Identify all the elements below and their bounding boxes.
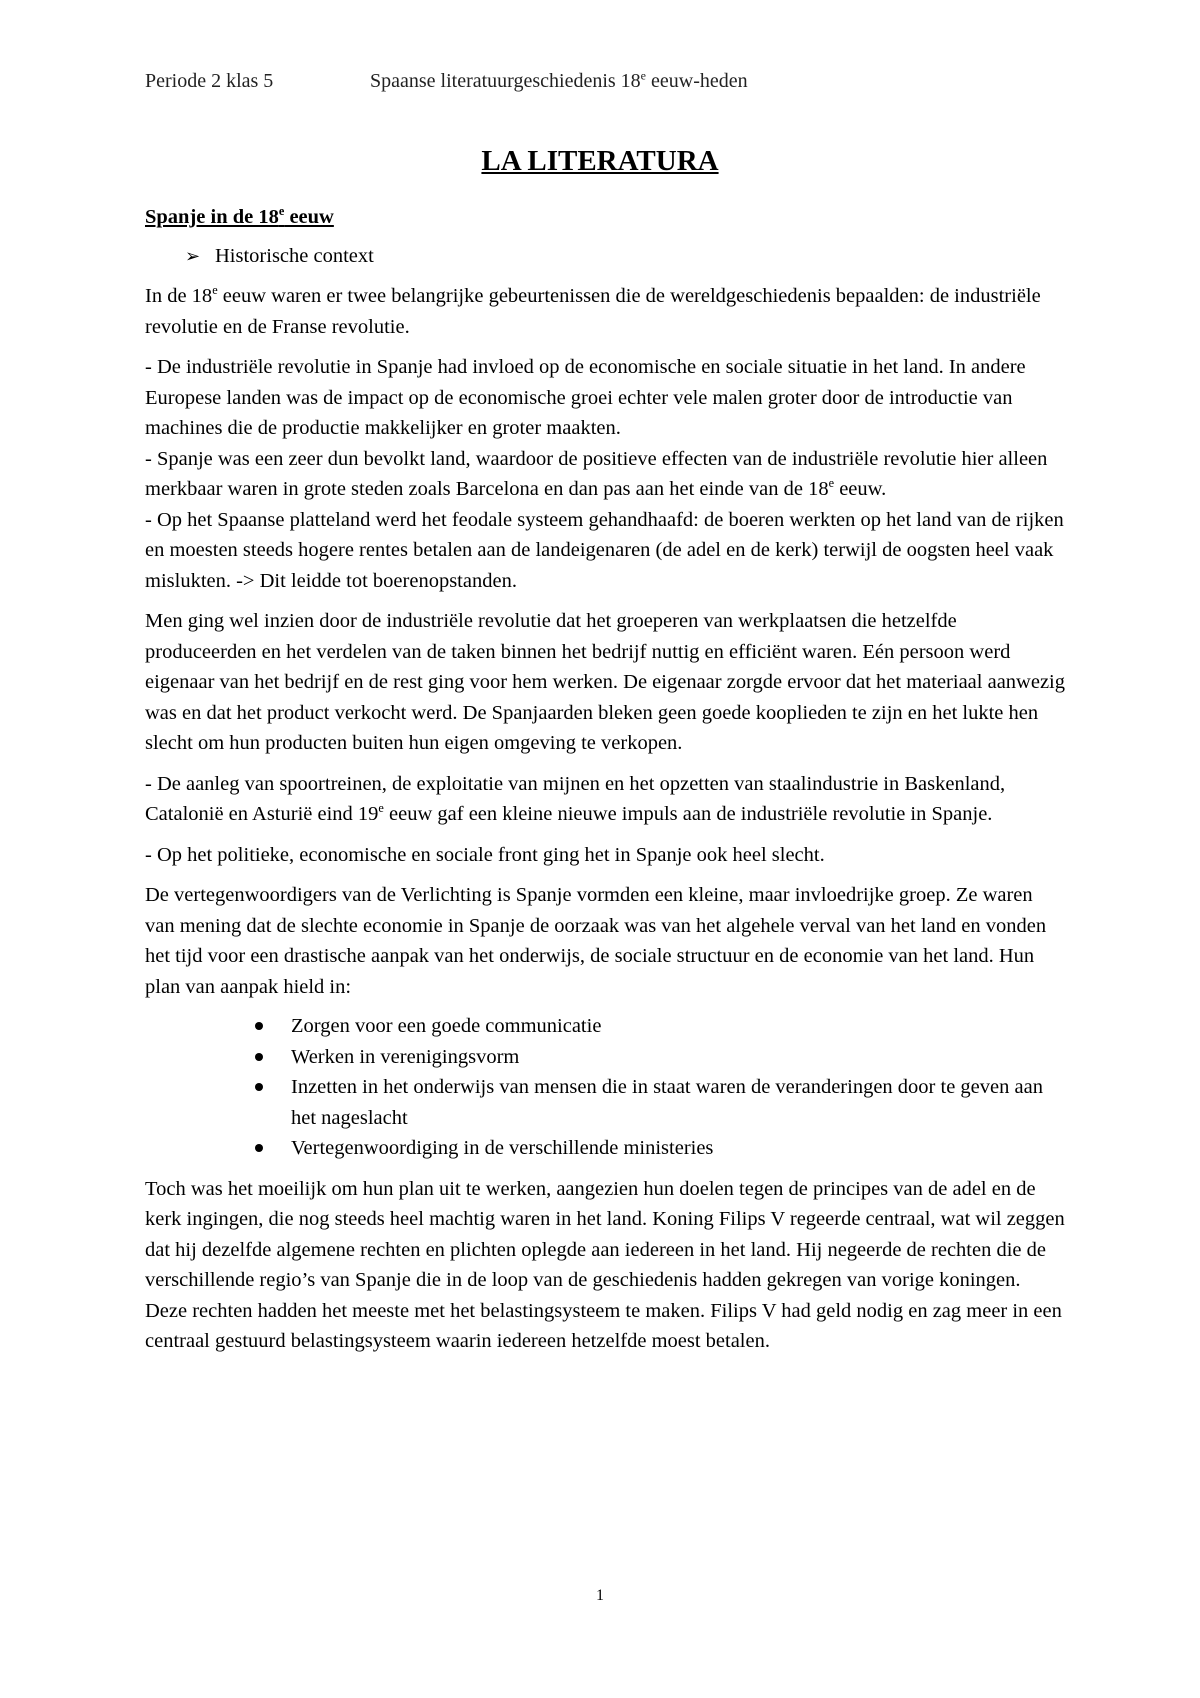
arrow-bullet-icon: ➢ <box>185 245 201 266</box>
document-body <box>145 202 1065 1366</box>
paragraph-industrial-points: - De industriële revolutie in Spanje had invloed op de economische en sociale situatie in het land. In andere Europese landen was de impact op de economische groei echter vele malen groter door de introductie van machines die de productie makkelijker en groter maakten. - Spanje was een zeer dun bevolkt land, waardoor de positieve effecten van de industriële revolutie hier alleen merkbaar waren in grote steden zoals Barcelona en dan pas aan het einde van de 18e eeuw. - Op het Spaanse platteland werd het feodale systeem gehandhaafd: de boeren werkten op het land van de rijken en moesten steeds hogere rentes betalen aan de landeigenaren (de adel en de kerk) terwijl de oogsten heel vaak mislukten. -> Dit leidde tot boerenopstanden. <box>145 356 1064 592</box>
section-heading: Spanje in de 18e eeuw <box>145 204 334 228</box>
paragraph-political-front: - Op het politieke, economische en sociale front ging het in Spanje ook heel slecht. <box>145 843 825 866</box>
page-number: 1 <box>596 1587 604 1604</box>
header-period: Periode 2 klas 5 <box>145 70 274 92</box>
bullet-icon <box>255 1083 263 1091</box>
plan-list <box>145 1011 1065 1164</box>
paragraph-intro: In de 18e eeuw waren er twee belangrijke gebeurtenissen die de wereldgeschiedenis bepaalden: de industriële revolutie en de Franse revolutie. <box>145 283 1041 338</box>
list-item: Zorgen voor een goede communicatie <box>291 1011 1065 1042</box>
paragraph-enlightenment: De vertegenwoordigers van de Verlichting is Spanje vormden een kleine, maar invloedrijke groep. Ze waren van mening dat de slechte economie in Spanje de oorzaak was van het algehele verval van het land en vonden het tijd voor een drastische aanpak van het onderwijs, de sociale structuur en de economie van het land. Hun plan van aanpak hield in: <box>145 884 1047 998</box>
bullet-icon <box>255 1022 263 1030</box>
paragraph-workshops: Men ging wel inzien door de industriële revolutie dat het groeperen van werkplaatsen die hetzelfde produceerden en het verdelen van de taken binnen het bedrijf nuttig en efficiënt waren. Eén persoon werd eigenaar van het bedrijf en de rest ging voor hem werken. De eigenaar zorgde ervoor dat het materiaal aanwezig was en dat het product verkocht werd. De Spanjaarden bleken geen goede kooplieden te zijn en het lukte hen slecht om hun producten buiten hun eigen omgeving te verkopen. <box>145 610 1065 754</box>
bullet-icon <box>255 1144 263 1152</box>
list-item: Inzetten in het onderwijs van mensen die in staat waren de veranderingen door te geven aan het nageslacht <box>291 1072 1065 1133</box>
bullet-icon <box>255 1053 263 1061</box>
list-item: Werken in verenigingsvorm <box>291 1042 1065 1073</box>
header-course: Spaanse literatuurgeschiedenis 18e eeuw-heden <box>370 68 748 92</box>
paragraph-philip-v: Toch was het moeilijk om hun plan uit te werken, aangezien hun doelen tegen de principes van de adel en de kerk ingingen, die nog steeds heel machtig waren in het land. Koning Filips V regeerde centraal, wat wil zeggen dat hij dezelfde algemene rechten en plichten oplegde aan iedereen in het land. Hij negeerde de rechten die de verschillende regio’s van Spanje die in de loop van de geschiedenis hadden gekregen van vorige koningen. Deze rechten hadden het meeste met het belastingsysteem te maken. Filips V had geld nodig en zag meer in een centraal gestuurd belastingsysteem waarin iedereen hetzelfde moest betalen. <box>145 1177 1065 1352</box>
page-title: LA LITERATURA <box>481 145 719 177</box>
page-header <box>145 68 748 93</box>
subheading-historical-context: ➢ Historische context <box>145 241 1065 272</box>
list-item: Vertegenwoordiging in de verschillende ministeries <box>291 1133 1065 1164</box>
paragraph-railways: - De aanleg van spoortreinen, de exploitatie van mijnen en het opzetten van staalindustrie in Baskenland, Catalonië en Asturië eind 19e eeuw gaf een kleine nieuwe impuls aan de industriële revolutie in Spanje. <box>145 772 1006 825</box>
